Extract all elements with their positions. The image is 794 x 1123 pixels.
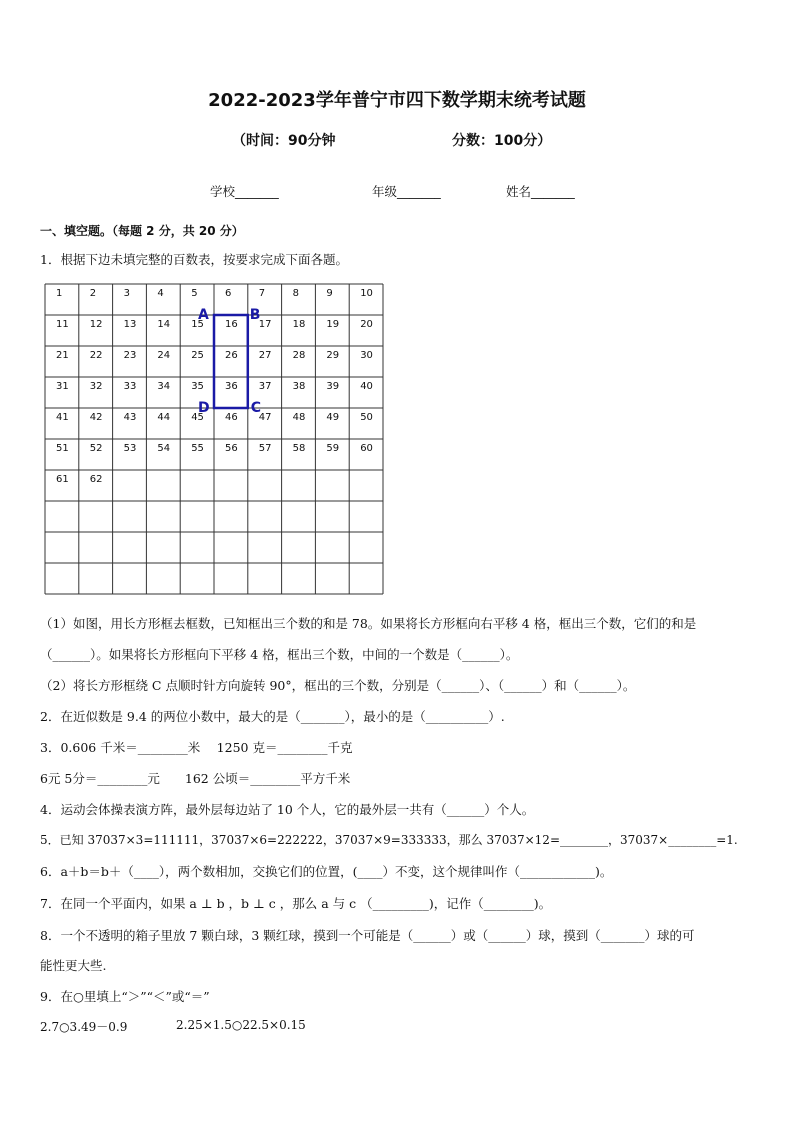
grid-cell-number: 16 [225,319,238,330]
question-1-part2: （2）将长方形框绕 C 点顺时针方向旋转 90°，框出的三个数，分别是（______）、（______）和（______）。 [40,678,636,693]
grid-cell-number: 10 [360,288,373,299]
grid-cell-number: 37 [258,381,272,392]
grid-cell-number: 6 [225,288,232,299]
grid-cell-number: 51 [56,443,69,454]
question-5: 5．已知 37037×3=111111，37037×6=222222，37037×9=333333，那么 37037×12=________，37037×________=1. [40,833,738,847]
grid-cell-number: 21 [56,350,69,361]
grade-field: 年级_______ [372,184,441,199]
grid-cell-number: 23 [123,350,137,361]
question-1: 1．根据下边未填完整的百数表，按要求完成下面各题。 [40,252,348,267]
grid-cell-number: 31 [56,381,69,392]
question-2: 2．在近似数是 9.4 的两位小数中，最大的是（_______），最小的是（__________）. [40,709,505,724]
grid-cell-number: 47 [258,412,272,423]
grid-cell-number: 22 [89,350,103,361]
grid-cell-number: 14 [157,319,171,330]
question-3a: 3．0.606 千米＝________米 1250 克＝________千克 [40,740,353,755]
grid-cell-number: 44 [157,412,171,423]
question-1-part1a: （1）如图，用长方形框去框数，已知框出三个数的和是 78。如果将长方形框向右平移 4 格，框出三个数，它们的和是 [40,616,697,631]
grid-cell-number: 26 [225,350,238,361]
grid-cell-number: 34 [157,381,171,392]
grid-cell-number: 42 [89,412,103,423]
grid-cell-number: 35 [191,381,204,392]
exam-score: 分数：100分） [452,133,552,149]
grid-cell-number: 3 [123,288,130,299]
grid-cell-number: 57 [258,443,272,454]
hundred-number-grid [44,283,384,595]
grid-cell-number: 40 [360,381,373,392]
grid-cell-number: 25 [191,350,204,361]
grid-cell-number: 12 [89,319,103,330]
question-1-part1b: （______）。如果将长方形框向下平移 4 格，框出三个数，中间的一个数是（______）。 [40,647,519,662]
grid-cell-number: 17 [258,319,272,330]
school-field: 学校_______ [210,184,279,199]
grid-cell-number: 60 [360,443,373,454]
grid-cell-number: 61 [56,474,69,485]
grid-cell-number: 49 [326,412,340,423]
grid-cell-number: 9 [326,288,333,299]
grid-cell-number: 45 [191,412,204,423]
grid-cell-number: 7 [258,288,266,299]
grid-cell-number: 19 [326,319,340,330]
grid-cell-number: 27 [258,350,272,361]
grid-cell-number: 20 [360,319,373,330]
grid-cell-number: 24 [157,350,171,361]
exam-title: 2022-2023学年普宁市四下数学期末统考试题 [208,90,586,111]
corner-label-b: B [249,307,261,323]
question-9-expr-b: 2.25×1.5○22.5×0.15 [176,1018,306,1032]
exam-time: （时间：90分钟 [232,133,336,149]
question-7: 7．在同一个平面内，如果 a ⊥ b ，b ⊥ c ，那么 a 与 c （_________)，记作（________)。 [40,896,552,911]
grid-cell-number: 52 [89,443,103,454]
grid-cell-number: 18 [292,319,306,330]
grid-cell-number: 32 [89,381,103,392]
grid-cell-number: 28 [292,350,306,361]
name-field: 姓名_______ [506,184,575,199]
grid-cell-number: 59 [326,443,340,454]
grid-cell-number: 62 [89,474,103,485]
question-9-expr-a: 2.7○3.49－0.9 [40,1020,128,1034]
grid-cell-number: 13 [123,319,137,330]
question-8b: 能性更大些. [40,958,107,973]
grid-cell-number: 1 [56,288,63,299]
question-8a: 8．一个不透明的箱子里放 7 颗白球，3 颗红球，摸到一个可能是（______）或（______）球，摸到（_______）球的可 [40,928,695,943]
question-4: 4．运动会体操表演方阵，最外层每边站了 10 个人，它的最外层一共有（______）个人。 [40,802,535,817]
grid-cell-number: 46 [225,412,238,423]
grid-cell-number: 48 [292,412,306,423]
corner-label-c: C [250,400,262,416]
grid-cell-number: 2 [89,288,97,299]
grid-cell-number: 41 [56,412,69,423]
grid-cell-number: 55 [191,443,204,454]
grid-cell-number: 30 [360,350,373,361]
question-6: 6．a＋b＝b＋（____），两个数相加，交换它们的位置，(____）不变，这个规律叫作（____________)。 [40,864,613,879]
grid-cell-number: 11 [56,319,69,330]
question-9: 9．在○里填上“＞”“＜”或“＝” [40,989,210,1004]
grid-cell-number: 39 [326,381,340,392]
grid-cell-number: 8 [292,288,299,299]
corner-label-a: A [198,307,209,323]
grid-cell-number: 56 [225,443,238,454]
grid-cell-number: 58 [292,443,306,454]
grid-cell-number: 33 [123,381,137,392]
grid-cell-number: 29 [326,350,340,361]
grid-cell-number: 4 [157,288,164,299]
grid-cell-number: 50 [360,412,373,423]
grid-cell-number: 43 [123,412,137,423]
grid-cell-number: 53 [123,443,137,454]
grid-cell-number: 38 [292,381,306,392]
grid-cell-number: 5 [191,288,198,299]
grid-cell-number: 36 [225,381,238,392]
section-heading: 一、填空题。（每题 2 分，共 20 分） [40,224,244,238]
question-3b: 6元 5分＝________元 162 公顷＝________平方千米 [40,771,351,786]
grid-cell-number: 54 [157,443,171,454]
grid-cell-number: 15 [191,319,204,330]
corner-label-d: D [198,400,210,416]
